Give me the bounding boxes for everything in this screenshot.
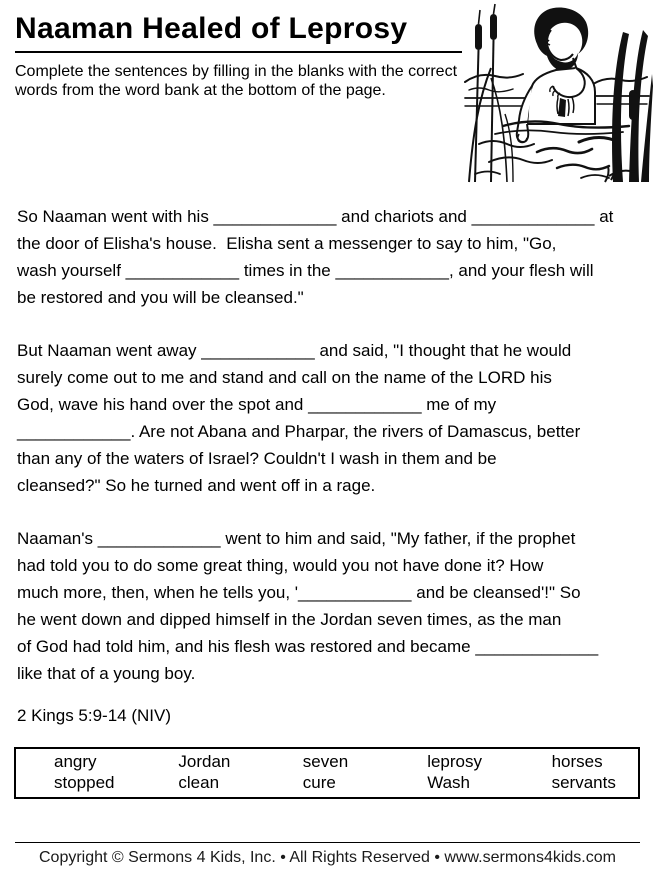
word-bank-box	[14, 747, 640, 799]
story-line: of God had told him, and his flesh was restored and became _____________	[17, 637, 599, 656]
story-line: much more, then, when he tells you, '____________ and be cleansed'!" So	[17, 583, 581, 602]
story-paragraph-2	[17, 337, 647, 499]
word-bank-row	[16, 772, 638, 793]
copyright-text: Copyright © Sermons 4 Kids, Inc. • All Rights Reserved • www.sermons4kids.com	[39, 849, 616, 866]
scripture-reference: 2 Kings 5:9-14 (NIV)	[17, 706, 172, 725]
story-line: So Naaman went with his _____________ and chariots and _____________ at	[17, 207, 614, 226]
title-underline	[15, 51, 462, 53]
word-bank-word: servants	[551, 773, 616, 792]
story-paragraph-3	[17, 525, 647, 687]
instructions-line: words from the word bank at the bottom of the page.	[15, 82, 386, 99]
word-bank-row	[16, 751, 638, 772]
story-line: had told you to do some great thing, would you not have done it? How	[17, 556, 544, 575]
naaman-bathing-illustration	[461, 2, 653, 186]
story-line: surely come out to me and stand and call on the name of the LORD his	[17, 368, 552, 387]
word-bank-word: angry	[54, 752, 97, 771]
word-bank-word: horses	[551, 752, 603, 771]
word-bank-word: stopped	[54, 773, 115, 792]
story-paragraph-1	[17, 203, 647, 311]
page-title: Naaman Healed of Leprosy	[15, 12, 408, 45]
story-line: But Naaman went away ____________ and said, "I thought that he would	[17, 341, 572, 360]
story-line: like that of a young boy.	[17, 664, 196, 683]
story-line: the door of Elisha's house. Elisha sent a messenger to say to him, "Go,	[17, 234, 557, 253]
footer-divider	[15, 842, 640, 843]
word-bank-word: leprosy	[427, 752, 482, 771]
story-line: be restored and you will be cleansed."	[17, 288, 304, 307]
story-line: he went down and dipped himself in the Jordan seven times, as the man	[17, 610, 562, 629]
word-bank-word: seven	[302, 752, 349, 771]
story-line: cleansed?" So he turned and went off in a rage.	[17, 476, 376, 495]
instructions-line: Complete the sentences by filling in the blanks with the correct	[15, 63, 458, 80]
word-bank-word: clean	[178, 773, 220, 792]
story-line: wash yourself ____________ times in the ____________, and your flesh will	[17, 261, 594, 280]
word-bank-word: cure	[302, 773, 336, 792]
story-line: ____________. Are not Abana and Pharpar, the rivers of Damascus, better	[17, 422, 581, 441]
story-line: than any of the waters of Israel? Couldn't I wash in them and be	[17, 449, 497, 468]
word-bank-word: Jordan	[178, 752, 231, 771]
story-line: God, wave his hand over the spot and ____________ me of my	[17, 395, 497, 414]
story-line: Naaman's _____________ went to him and said, "My father, if the prophet	[17, 529, 576, 548]
word-bank-word: Wash	[427, 773, 471, 792]
story-text	[17, 203, 647, 713]
instructions-text	[15, 62, 457, 100]
